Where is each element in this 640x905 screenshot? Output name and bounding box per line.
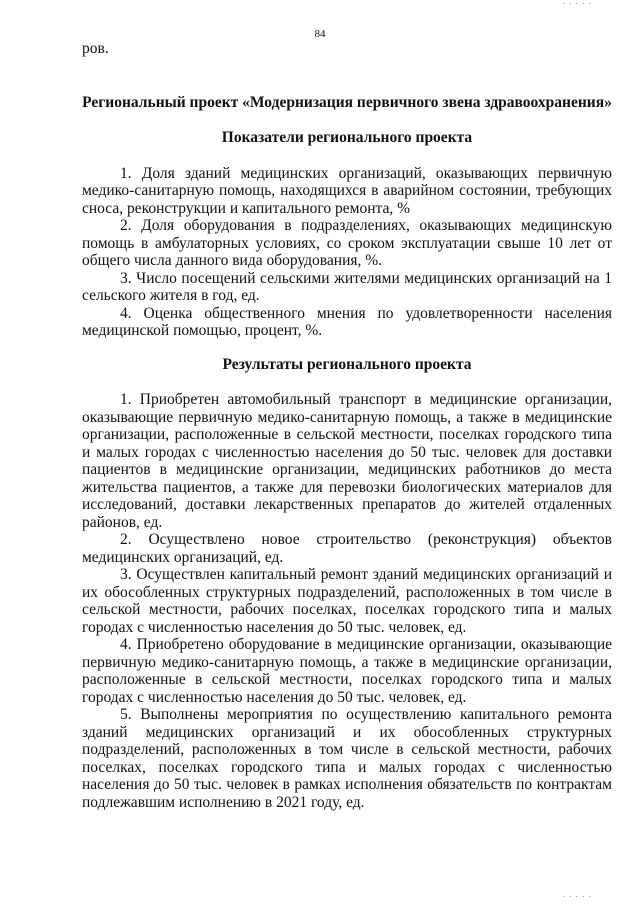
indicator-item: 3. Число посещений сельскими жителями медицинских организаций на 1 сельского жителя в год, ед.: [82, 269, 612, 304]
indicator-item: 2. Доля оборудования в подразделениях, оказывающих медицинскую помощь в амбулаторных условиях, со сроком эксплуатации свыше 10 лет от общего числа данного вида оборудования, %.: [82, 217, 612, 269]
indicator-item: 1. Доля зданий медицинских организаций, оказывающих первичную медико-санитарную помощь, находящихся в аварийном состоянии, требующих сноса, реконструкции и капитального ремонта, %: [82, 164, 612, 217]
result-item: 4. Приобретено оборудование в медицинские организации, оказывающие первичную медико-санитарную помощь, а также в медицинские организации, расположенные в сельской местности, поселках городского типа и малых городах с численностью населения до 50 тыс. человек, ед.: [82, 636, 612, 706]
results-heading: Результаты регионального проекта: [222, 355, 472, 373]
page-number: 84: [314, 28, 326, 40]
project-title: Региональный проект «Модернизация первичного звена здравоохранения»: [82, 93, 612, 111]
indicators-heading: Показатели регионального проекта: [221, 129, 473, 146]
result-item: 2. Осуществлено новое строительство (реконструкция) объектов медицинских организаций, ед.: [82, 531, 612, 566]
results-list: [82, 391, 612, 811]
result-item: 1. Приобретен автомобильный транспорт в медицинские организации, оказывающие первичную медико-санитарную помощь, а также в медицинские организации, расположенные в сельской местности, поселках городского типа и малых городах с численностью населения до 50 тыс. человек для доставки пациентов в медицинские организации, медицинских работников до места жительства пациентов, а также для перевозки биологических материалов для исследований, доставки лекарственных препаратов до жителей отдаленных районов, ед.: [82, 391, 612, 531]
result-item: 3. Осуществлен капитальный ремонт зданий медицинских организаций и их обособленных структурных подразделений, расположенных в том числе в сельской местности, рабочих поселках, поселках городского типа и малых городах с численностью населения до 50 тыс. человек, ед.: [82, 566, 612, 636]
continued-text: ров.: [82, 40, 109, 57]
scan-artifact-bottom: . . . . .: [562, 889, 592, 899]
document-body: [82, 40, 612, 811]
indicators-list: [82, 165, 612, 340]
scan-artifact-top: . . . . .: [562, 0, 592, 6]
result-item: 5. Выполнены мероприятия по осуществлению капитального ремонта зданий медицинских организаций и их обособленных структурных подразделений, расположенных в том числе в сельской местности, рабочих поселках, поселках городского типа и малых городах с численностью населения до 50 тыс. человек в рамках исполнения обязательств по контрактам подлежавшим исполнению в 2021 году, ед.: [82, 706, 612, 811]
indicator-item: 4. Оценка общественного мнения по удовлетворенности населения медицинской помощью, процент, %.: [82, 304, 612, 339]
